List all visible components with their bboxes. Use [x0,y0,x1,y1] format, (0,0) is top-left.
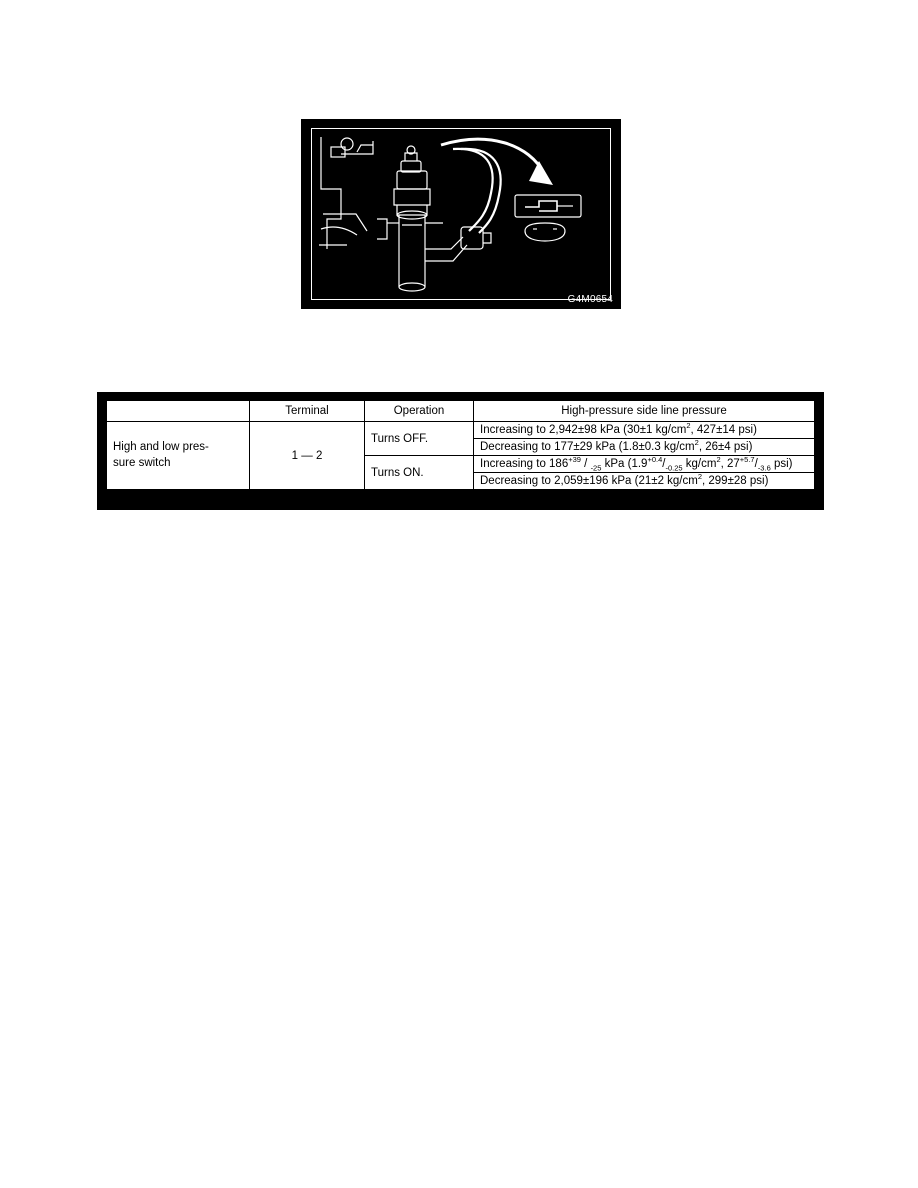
figure-panel [301,119,621,309]
pressure-3-sup3: 2 [716,455,721,465]
pressure-3-prefix: Increasing to 186 [480,458,569,470]
pressure-switch-illustration [301,119,621,309]
header-blank [107,401,250,422]
pressure-2-suffix: , 26±4 psi) [698,441,753,453]
pressure-cell-3 [474,456,815,473]
pressure-cell-4 [474,473,815,490]
pressure-3-mid2: kPa (1.9 [601,458,648,470]
header-pressure: High-pressure side line pressure [474,401,815,422]
pressure-4-suffix: , 299±28 psi) [702,475,769,487]
pressure-2-prefix: Decreasing to 177±29 kPa (1.8±0.3 kg/cm [480,441,695,453]
pressure-3-sub3: -3.6 [757,463,771,473]
table-header-row [107,401,815,422]
pressure-4-sup: 2 [697,472,702,482]
header-terminal: Terminal [250,401,365,422]
switch-name-line2: sure switch [113,456,171,469]
pressure-1-prefix: Increasing to 2,942±98 kPa (30±1 kg/cm [480,424,687,436]
pressure-3-mid4: kg/cm [682,458,717,470]
pressure-1-sup: 2 [686,421,691,431]
pressure-3-sup4: +5.7 [739,455,755,465]
pressure-3-sup2: +0.4 [647,455,663,465]
pressure-3-suffix: psi) [770,458,793,470]
terminal-cell: 1 — 2 [250,422,365,490]
pressure-switch-spec-table [106,400,815,490]
pressure-2-sup: 2 [694,438,699,448]
switch-name-line1: High and low pres- [113,440,209,453]
operation-off-cell: Turns OFF. [365,422,474,456]
pressure-3-mid6: / [754,458,758,470]
pressure-3-mid5: , 27 [720,458,740,470]
pressure-cell-2 [474,439,815,456]
pressure-3-mid1: / [580,458,591,470]
spec-table-panel [97,392,824,510]
operation-on-cell: Turns ON. [365,456,474,490]
pressure-3-sub2: -0.25 [665,463,683,473]
pressure-3-sup1: +39 [568,455,581,465]
table-row [107,422,815,439]
pressure-cell-1 [474,422,815,439]
switch-name-cell [107,422,250,490]
pressure-4-prefix: Decreasing to 2,059±196 kPa (21±2 kg/cm [480,475,698,487]
pressure-3-sub1: -25 [590,463,602,473]
pressure-1-suffix: , 427±14 psi) [690,424,757,436]
pressure-3-mid3: / [662,458,666,470]
header-operation: Operation [365,401,474,422]
figure-caption-code: G4M0654 [567,294,613,305]
